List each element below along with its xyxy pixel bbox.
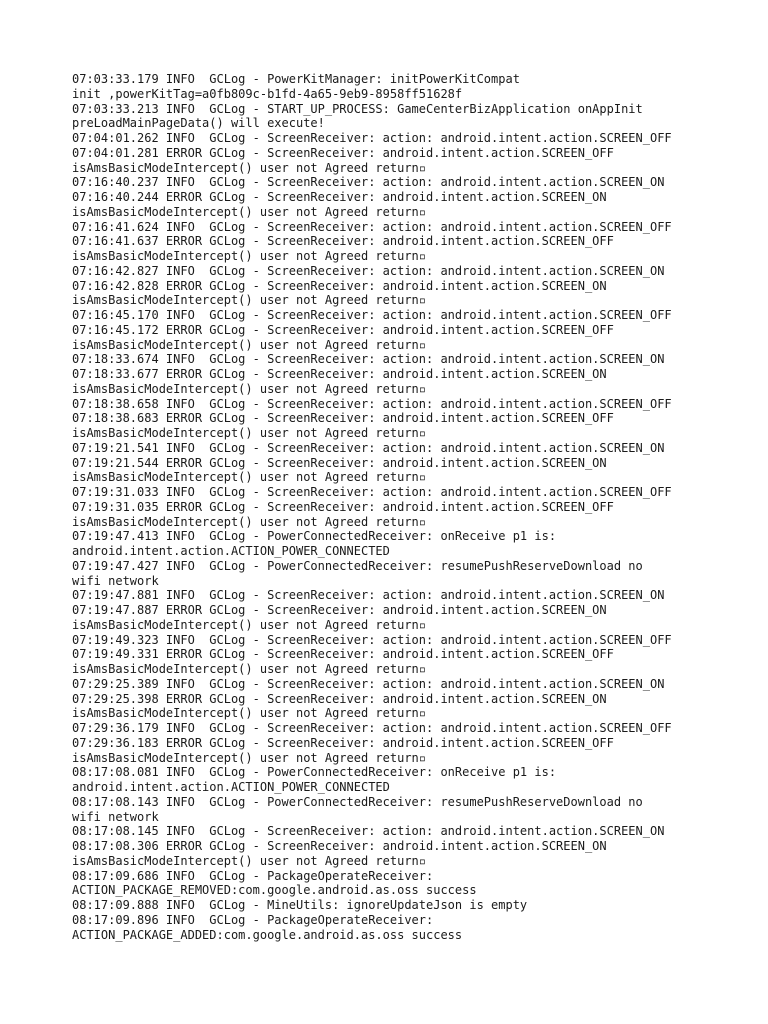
log-line: 07:18:38.658 INFO GCLog - ScreenReceiver: action: android.intent.action.SCREEN_OFF xyxy=(72,396,672,411)
log-line: android.intent.action.ACTION_POWER_CONNECTED xyxy=(72,780,390,794)
log-line: 07:16:41.624 INFO GCLog - ScreenReceiver: action: android.intent.action.SCREEN_OFF xyxy=(72,219,672,234)
log-line: 07:18:33.677 ERROR GCLog - ScreenReceiver: android.intent.action.SCREEN_ON xyxy=(72,367,607,381)
log-line: 07:18:38.683 ERROR GCLog - ScreenReceiver: android.intent.action.SCREEN_OFF xyxy=(72,411,614,426)
log-line: 07:16:40.237 INFO GCLog - ScreenReceiver: action: android.intent.action.SCREEN_ON xyxy=(72,175,665,190)
log-line: init ,powerKitTag=a0fb809c-b1fd-4a65-9eb9-8958ff51628f xyxy=(72,86,463,101)
log-line: 07:29:36.183 ERROR GCLog - ScreenReceiver: android.intent.action.SCREEN_OFF xyxy=(72,735,614,750)
log-line: 07:19:49.331 ERROR GCLog - ScreenReceiver: android.intent.action.SCREEN_OFF xyxy=(72,647,614,662)
log-line: android.intent.action.ACTION_POWER_CONNECTED xyxy=(72,544,390,558)
log-line: isAmsBasicModeIntercept() user not Agreed return▫ xyxy=(72,293,427,308)
log-line: 07:03:33.179 INFO GCLog - PowerKitManager: initPowerKitCompat xyxy=(72,72,520,86)
log-line: 07:29:25.389 INFO GCLog - ScreenReceiver: action: android.intent.action.SCREEN_ON xyxy=(72,676,665,691)
log-line: 07:16:45.172 ERROR GCLog - ScreenReceiver: android.intent.action.SCREEN_OFF xyxy=(72,322,614,337)
log-line: ACTION_PACKAGE_ADDED:com.google.android.as.oss success xyxy=(72,927,463,942)
log-line: isAmsBasicModeIntercept() user not Agreed return▫ xyxy=(72,662,427,676)
log-line: preLoadMainPageData() will execute! xyxy=(72,116,325,131)
log-line: 07:03:33.213 INFO GCLog - START_UP_PROCESS: GameCenterBizApplication onAppInit xyxy=(72,101,643,116)
log-line: wifi network xyxy=(72,573,159,588)
log-line: 08:17:09.888 INFO GCLog - MineUtils: ignoreUpdateJson is empty xyxy=(72,898,528,912)
log-line: 07:19:49.323 INFO GCLog - ScreenReceiver: action: android.intent.action.SCREEN_OFF xyxy=(72,632,672,647)
log-line: wifi network xyxy=(72,809,159,824)
log-line: 07:16:40.244 ERROR GCLog - ScreenReceiver: android.intent.action.SCREEN_ON xyxy=(72,190,607,204)
log-line: 07:19:47.881 INFO GCLog - ScreenReceiver: action: android.intent.action.SCREEN_ON xyxy=(72,588,665,603)
log-line: ACTION_PACKAGE_REMOVED:com.google.android.as.oss success xyxy=(72,883,477,898)
log-line: 07:29:25.398 ERROR GCLog - ScreenReceiver: android.intent.action.SCREEN_ON xyxy=(72,691,607,706)
log-line: 08:17:09.686 INFO GCLog - PackageOperateReceiver: xyxy=(72,868,434,883)
log-line: 07:19:47.427 INFO GCLog - PowerConnectedReceiver: resumePushReserveDownload no xyxy=(72,558,643,573)
log-line: isAmsBasicModeIntercept() user not Agreed return▫ xyxy=(72,204,427,219)
log-line: isAmsBasicModeIntercept() user not Agreed return▫ xyxy=(72,381,427,396)
log-line: isAmsBasicModeIntercept() user not Agreed return▫ xyxy=(72,160,427,175)
log-line: isAmsBasicModeIntercept() user not Agreed return▫ xyxy=(72,470,427,485)
log-line: 07:16:41.637 ERROR GCLog - ScreenReceiver: android.intent.action.SCREEN_OFF xyxy=(72,234,614,249)
log-line: 07:19:21.541 INFO GCLog - ScreenReceiver: action: android.intent.action.SCREEN_ON xyxy=(72,440,665,455)
log-line: 07:04:01.262 INFO GCLog - ScreenReceiver: action: android.intent.action.SCREEN_OFF xyxy=(72,131,672,145)
log-line: 07:19:31.033 INFO GCLog - ScreenReceiver: action: android.intent.action.SCREEN_OFF xyxy=(72,485,672,499)
log-line: 07:19:21.544 ERROR GCLog - ScreenReceiver: android.intent.action.SCREEN_ON xyxy=(72,455,607,470)
log-line: 07:29:36.179 INFO GCLog - ScreenReceiver: action: android.intent.action.SCREEN_OFF xyxy=(72,721,672,735)
log-line: isAmsBasicModeIntercept() user not Agreed return▫ xyxy=(72,706,427,721)
log-line: isAmsBasicModeIntercept() user not Agreed return▫ xyxy=(72,750,427,765)
log-line: isAmsBasicModeIntercept() user not Agreed return▫ xyxy=(72,617,427,632)
log-line: 08:17:08.081 INFO GCLog - PowerConnectedReceiver: onReceive p1 is: xyxy=(72,765,557,780)
log-line: 07:04:01.281 ERROR GCLog - ScreenReceiver: android.intent.action.SCREEN_OFF xyxy=(72,145,614,160)
log-text-block xyxy=(72,72,712,942)
log-line: isAmsBasicModeIntercept() user not Agreed return▫ xyxy=(72,514,427,529)
log-line: 07:19:31.035 ERROR GCLog - ScreenReceiver: android.intent.action.SCREEN_OFF xyxy=(72,499,614,514)
log-line: 07:16:45.170 INFO GCLog - ScreenReceiver: action: android.intent.action.SCREEN_OFF xyxy=(72,308,672,322)
log-line: 07:18:33.674 INFO GCLog - ScreenReceiver: action: android.intent.action.SCREEN_ON xyxy=(72,352,665,367)
log-line: 07:19:47.887 ERROR GCLog - ScreenReceiver: android.intent.action.SCREEN_ON xyxy=(72,603,607,617)
log-line: isAmsBasicModeIntercept() user not Agreed return▫ xyxy=(72,337,427,352)
log-line: 07:16:42.828 ERROR GCLog - ScreenReceiver: android.intent.action.SCREEN_ON xyxy=(72,278,607,293)
log-line: 08:17:08.145 INFO GCLog - ScreenReceiver: action: android.intent.action.SCREEN_ON xyxy=(72,824,665,839)
log-line: isAmsBasicModeIntercept() user not Agreed return▫ xyxy=(72,853,427,868)
log-line: 08:17:08.306 ERROR GCLog - ScreenReceiver: android.intent.action.SCREEN_ON xyxy=(72,839,607,853)
log-line: 07:19:47.413 INFO GCLog - PowerConnectedReceiver: onReceive p1 is: xyxy=(72,529,557,544)
log-line: isAmsBasicModeIntercept() user not Agreed return▫ xyxy=(72,249,427,263)
log-line: 08:17:09.896 INFO GCLog - PackageOperateReceiver: xyxy=(72,912,434,927)
log-line: isAmsBasicModeIntercept() user not Agreed return▫ xyxy=(72,426,427,440)
log-line: 07:16:42.827 INFO GCLog - ScreenReceiver: action: android.intent.action.SCREEN_ON xyxy=(72,263,665,278)
log-line: 08:17:08.143 INFO GCLog - PowerConnectedReceiver: resumePushReserveDownload no xyxy=(72,794,643,809)
